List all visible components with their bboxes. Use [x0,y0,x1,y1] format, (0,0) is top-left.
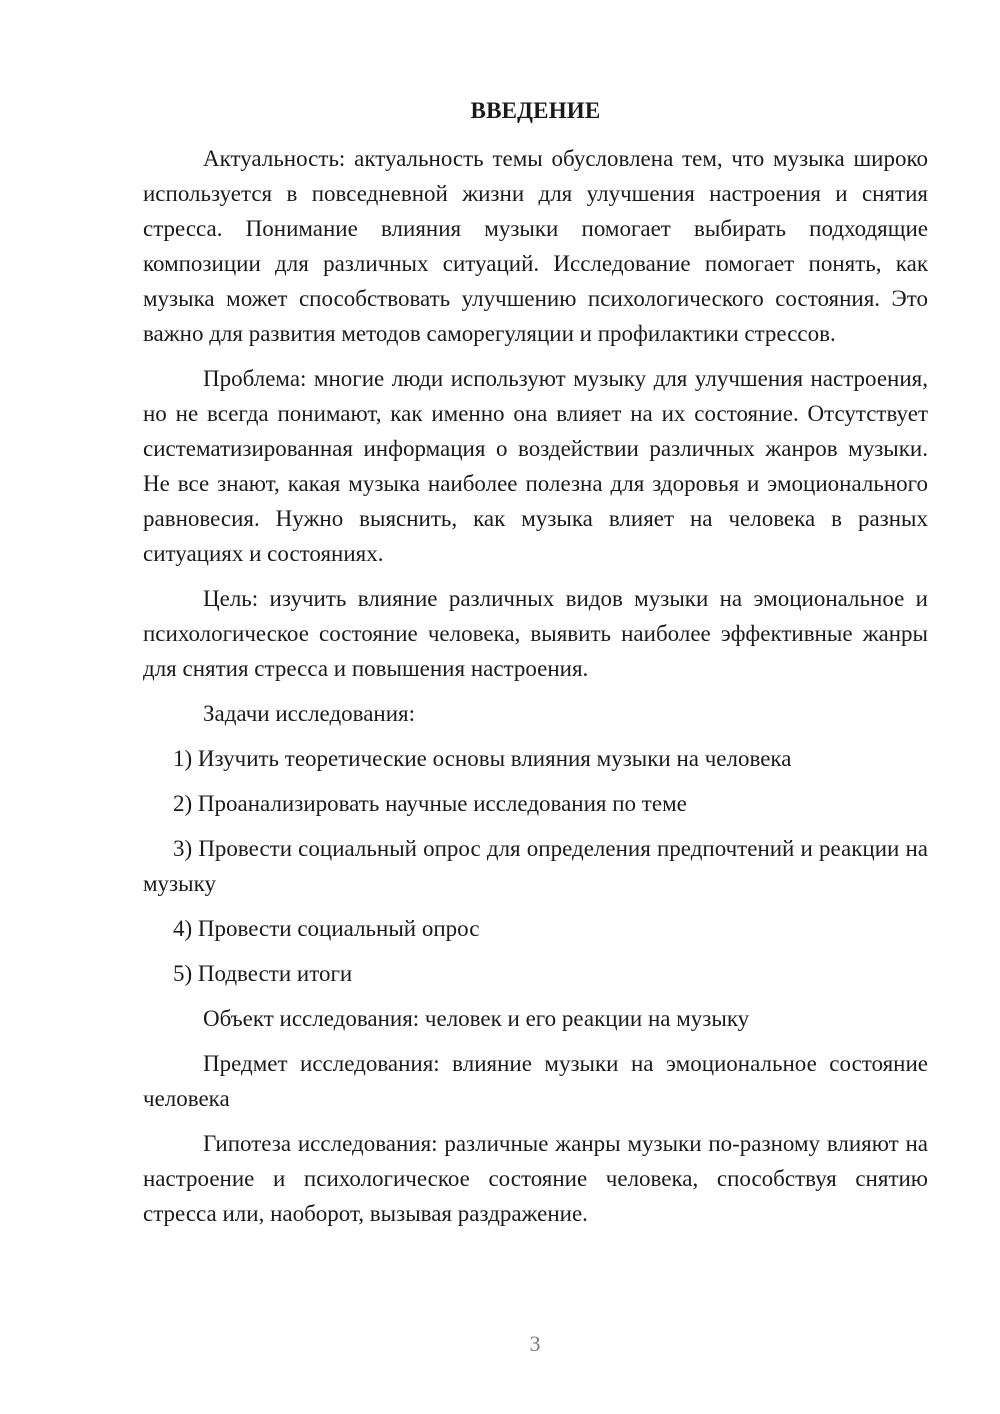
task-item: 4) Провести социальный опрос [173,916,480,941]
hypothesis-paragraph: Гипотеза исследования: различные жанры музыки по-разному влияют на настроение и психологическое состояние человека, способствуя снятию стресса или, наоборот, вызывая раздражение. [143,1131,928,1226]
task-item: 2) Проанализировать научные исследования по теме [173,791,687,816]
research-object-paragraph: Объект исследования: человек и его реакции на музыку [203,1006,750,1031]
task-item: 1) Изучить теоретические основы влияния музыки на человека [173,746,792,771]
tasks-heading: Задачи исследования: [203,701,416,726]
task-item: 3) Провести социальный опрос для определения предпочтений и реакции на музыку [143,836,928,896]
research-subject-paragraph: Предмет исследования: влияние музыки на эмоциональное состояние человека [143,1051,928,1111]
page-title: ВВЕДЕНИЕ [470,98,601,123]
page-content [143,96,928,1241]
goal-paragraph: Цель: изучить влияние различных видов музыки на эмоциональное и психологическое состояние человека, выявить наиболее эффективные жанры для снятия стресса и повышения настроения. [143,586,928,681]
relevance-paragraph: Актуальность: актуальность темы обусловлена тем, что музыка широко используется в повседневной жизни для улучшения настроения и снятия стресса. Понимание влияния музыки помогает выбирать подходящие композиции для различных ситуаций. Исследование помогает понять, как музыка может способствовать улучшению психологического состояния. Это важно для развития методов саморегуляции и профилактики стрессов. [143,146,928,346]
task-item: 5) Подвести итоги [173,961,353,986]
page-number: 3 [529,1331,541,1356]
problem-paragraph: Проблема: многие люди используют музыку для улучшения настроения, но не всегда понимают, как именно она влияет на их состояние. Отсутствует систематизированная информация о воздействии различных жанров музыки. Не все знают, какая музыка наиболее полезна для здоровья и эмоционального равновесия. Нужно выяснить, как музыка влияет на человека в разных ситуациях и состояниях. [143,366,928,566]
